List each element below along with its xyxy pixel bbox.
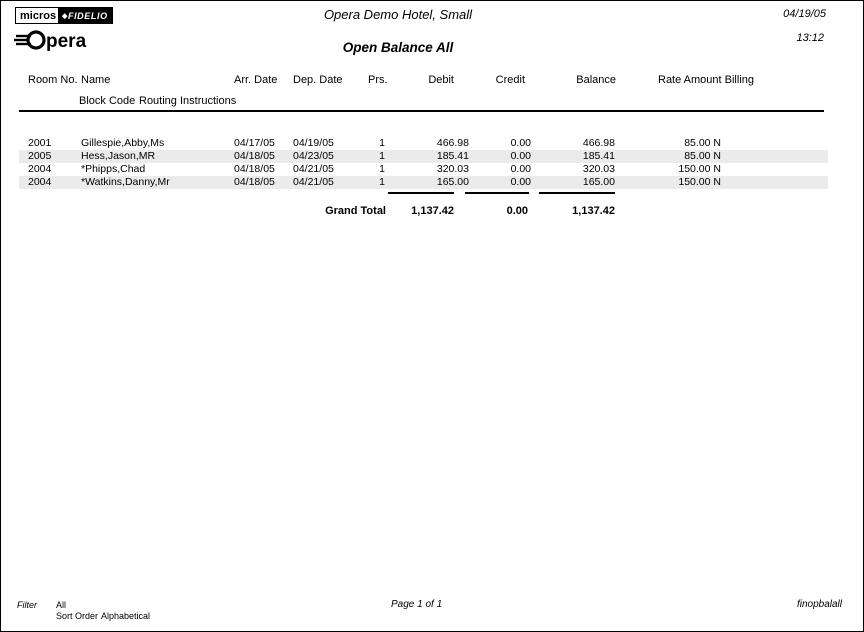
col-header-dep-date: Dep. Date: [293, 74, 343, 86]
cell-arr-date: 04/17/05: [234, 137, 275, 149]
cell-name: Gillespie,Abby,Ms: [81, 137, 165, 149]
page-indicator: Page 1 of 1: [391, 599, 443, 610]
cell-filler: [721, 176, 828, 189]
cell-prs: 1: [379, 176, 385, 188]
cell-credit: 0.00: [510, 137, 531, 149]
cell-filler: [721, 137, 828, 150]
col-header-debit: Debit: [428, 74, 454, 86]
col-header-block-code: Block Code: [79, 95, 136, 107]
credit-total-rule: [465, 192, 529, 194]
diamond-icon: ◆: [62, 13, 68, 20]
filter-value: All: [56, 600, 67, 610]
table-row: [19, 163, 828, 176]
cell-rate-amount-billing: 150.00 N: [678, 176, 721, 188]
cell-debit: 466.98: [436, 137, 469, 149]
header-rule: [19, 110, 824, 112]
cell-rate-amount-billing: 150.00 N: [678, 163, 721, 175]
cell-balance: 320.03: [582, 163, 615, 175]
debit-total-rule: [388, 192, 454, 194]
col-header-routing-instructions: Routing Instructions: [139, 95, 237, 107]
opera-logo: [14, 27, 88, 58]
cell-arr-date: 04/18/05: [234, 163, 275, 175]
opera-o-icon: [28, 32, 44, 48]
opera-logo-text: pera: [46, 31, 87, 52]
cell-prs: 1: [379, 163, 385, 175]
table-row: [19, 176, 828, 189]
cell-filler: [721, 150, 828, 163]
cell-dep-date: 04/21/05: [293, 176, 334, 188]
cell-room: 2004: [28, 176, 52, 188]
opera-logo-graphic: [14, 27, 88, 53]
cell-name: *Phipps,Chad: [81, 163, 146, 175]
cell-debit: 320.03: [436, 163, 469, 175]
col-header-room: Room No.: [28, 74, 78, 86]
cell-dep-date: 04/19/05: [293, 137, 334, 149]
cell-dep-date: 04/21/05: [293, 163, 334, 175]
cell-rate-amount-billing: 85.00 N: [684, 150, 721, 162]
filter-label: Filter: [17, 600, 37, 610]
sort-order-value: Alphabetical: [101, 611, 151, 621]
cell-arr-date: 04/18/05: [234, 176, 275, 188]
cell-room: 2001: [28, 137, 52, 149]
report-code: finopbalall: [796, 599, 842, 610]
cell-room: 2004: [28, 163, 52, 175]
cell-prs: 1: [379, 137, 385, 149]
micros-logo: micros: [15, 7, 61, 24]
cell-debit: 185.41: [436, 150, 469, 162]
table-row: [19, 137, 828, 150]
cell-prs: 1: [379, 150, 385, 162]
report-title: Open Balance All: [342, 40, 454, 55]
fidelio-logo-text: FIDELIO: [67, 11, 108, 21]
col-header-arr-date: Arr. Date: [234, 74, 278, 86]
cell-balance: 466.98: [582, 137, 615, 149]
col-header-balance: Balance: [576, 74, 616, 86]
col-header-rate-amount-billing: Rate Amount Billing: [658, 74, 754, 86]
open-balance-table: [19, 137, 828, 189]
cell-filler: [721, 163, 828, 176]
cell-name: Hess,Jason,MR: [81, 150, 156, 162]
grand-total-balance: 1,137.42: [572, 205, 615, 217]
cell-dep-date: 04/23/05: [293, 150, 334, 162]
cell-credit: 0.00: [510, 176, 531, 188]
cell-room: 2005: [28, 150, 52, 162]
report-time: 13:12: [796, 32, 824, 44]
table-row: [19, 150, 828, 163]
cell-balance: 165.00: [582, 176, 615, 188]
cell-balance: 185.41: [582, 150, 615, 162]
col-header-name: Name: [81, 74, 111, 86]
cell-credit: 0.00: [510, 163, 531, 175]
col-header-credit: Credit: [495, 74, 525, 86]
col-header-prs: Prs.: [368, 74, 388, 86]
sort-order-label: Sort Order: [56, 611, 99, 621]
cell-arr-date: 04/18/05: [234, 150, 275, 162]
cell-credit: 0.00: [510, 150, 531, 162]
report-date: 04/19/05: [783, 8, 826, 20]
balance-total-rule: [539, 192, 615, 194]
cell-name: *Watkins,Danny,Mr: [81, 176, 170, 188]
cell-debit: 165.00: [436, 176, 469, 188]
cell-rate-amount-billing: 85.00 N: [684, 137, 721, 149]
grand-total-debit: 1,137.42: [411, 205, 454, 217]
hotel-name: Opera Demo Hotel, Small: [323, 7, 473, 22]
grand-total-credit: 0.00: [506, 205, 528, 217]
grand-total-label: Grand Total: [325, 205, 386, 217]
